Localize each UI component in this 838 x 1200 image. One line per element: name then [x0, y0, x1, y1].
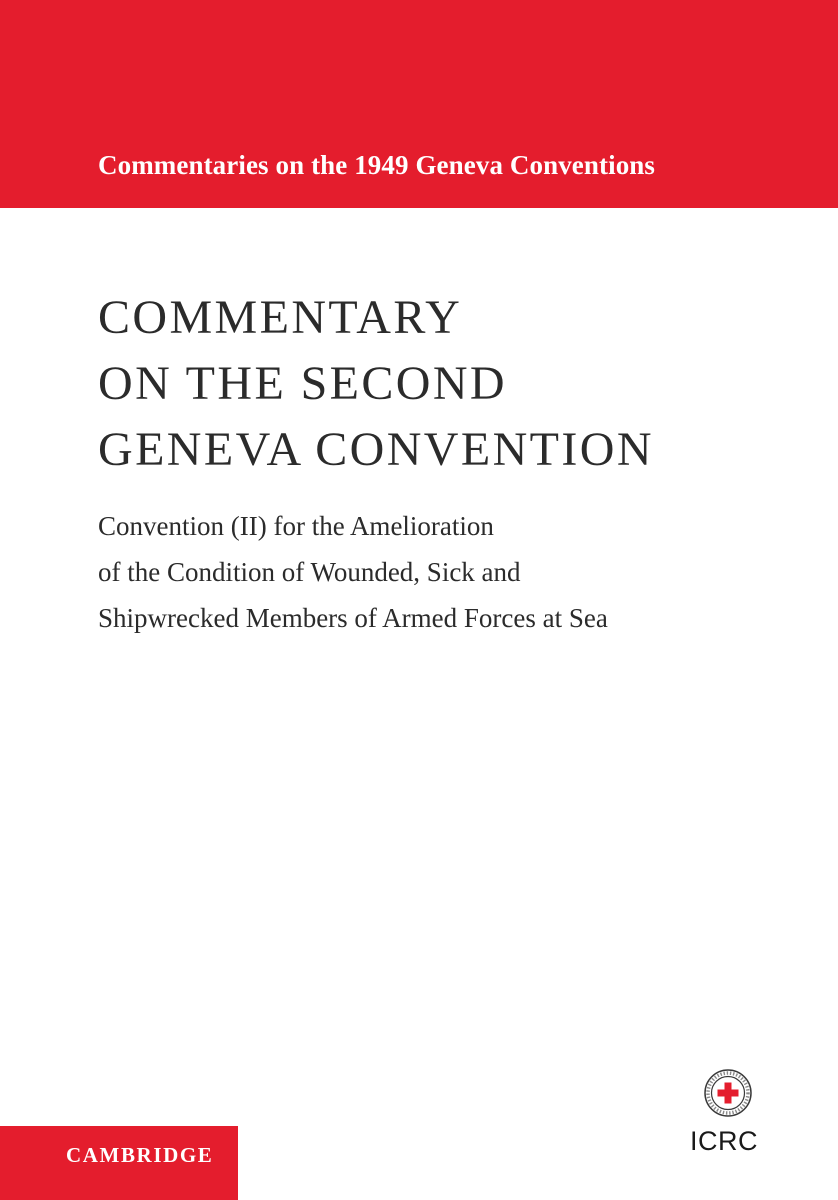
series-title: Commentaries on the 1949 Geneva Conventions [98, 150, 656, 180]
book-subtitle-line: of the Condition of Wounded, Sick and [98, 557, 521, 587]
publisher-name: CAMBRIDGE [66, 1143, 214, 1167]
book-subtitle [98, 503, 608, 641]
book-subtitle-line: Convention (II) for the Amelioration [98, 511, 494, 541]
book-title-line: GENEVA CONVENTION [98, 423, 654, 476]
book-title-line: ON THE SECOND [98, 357, 507, 410]
red-cross-emblem-icon [703, 1068, 753, 1118]
book-title [98, 285, 654, 483]
book-title-line: COMMENTARY [98, 291, 463, 344]
organization-name: ICRC [690, 1126, 758, 1156]
book-subtitle-line: Shipwrecked Members of Armed Forces at Sea [98, 603, 608, 633]
